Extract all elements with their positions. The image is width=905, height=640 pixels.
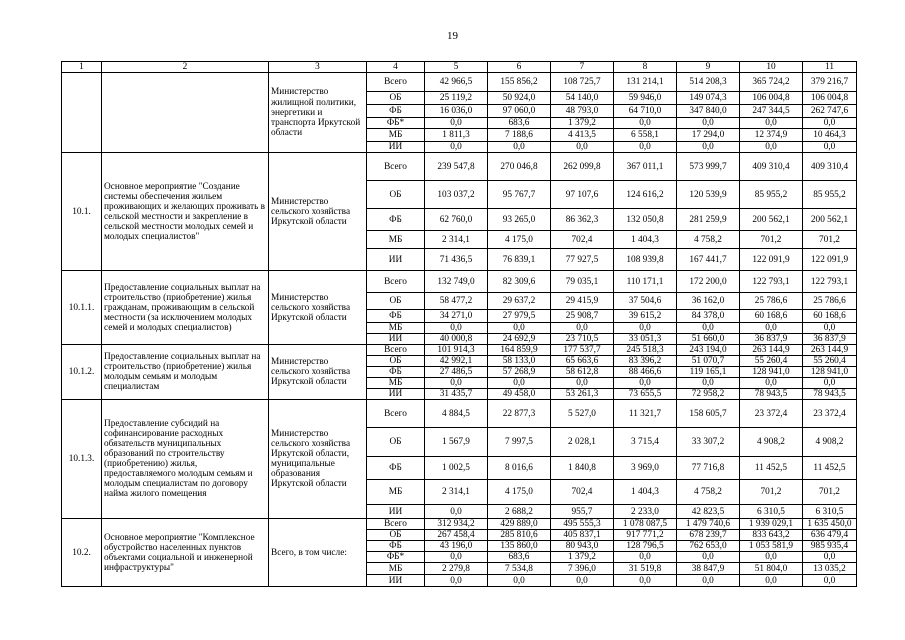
amount-cell: 379 216,7	[803, 73, 857, 92]
amount-cell: 0,0	[740, 552, 803, 563]
amount-cell: 158 605,7	[677, 400, 740, 428]
section-executor: Министерство сельского хозяйства Иркутской области	[269, 271, 367, 345]
column-header: 11	[803, 62, 857, 73]
amount-cell: 110 171,1	[614, 271, 677, 293]
amount-cell: 77 927,5	[551, 249, 614, 271]
amount-cell: 85 955,2	[803, 181, 857, 209]
amount-cell: 1 002,5	[425, 457, 488, 480]
amount-cell: 3 715,4	[614, 428, 677, 457]
amount-cell: 0,0	[803, 118, 857, 129]
table-row	[62, 345, 857, 356]
amount-cell: 84 378,0	[677, 310, 740, 323]
amount-cell: 59 946,0	[614, 92, 677, 105]
section-code: 10.1.3.	[62, 400, 102, 519]
amount-cell: 4 175,0	[488, 480, 551, 505]
amount-cell: 0,0	[425, 118, 488, 129]
amount-cell: 43 196,0	[425, 541, 488, 552]
funding-source: ФБ	[367, 541, 425, 552]
amount-cell: 702,4	[551, 231, 614, 249]
amount-cell: 0,0	[677, 575, 740, 587]
amount-cell: 31 435,7	[425, 389, 488, 400]
amount-cell: 365 724,2	[740, 73, 803, 92]
amount-cell: 88 466,6	[614, 367, 677, 378]
amount-cell: 23 372,4	[803, 400, 857, 428]
amount-cell: 0,0	[803, 378, 857, 389]
amount-cell: 7 188,6	[488, 129, 551, 142]
amount-cell: 77 716,8	[677, 457, 740, 480]
amount-cell: 37 504,6	[614, 293, 677, 310]
amount-cell: 108 939,8	[614, 249, 677, 271]
amount-cell: 0,0	[425, 575, 488, 587]
amount-cell: 347 840,0	[677, 105, 740, 118]
amount-cell: 82 309,6	[488, 271, 551, 293]
column-header: 7	[551, 62, 614, 73]
amount-cell: 985 935,4	[803, 541, 857, 552]
amount-cell: 678 239,7	[677, 530, 740, 541]
amount-cell: 0,0	[740, 378, 803, 389]
amount-cell: 2 688,2	[488, 505, 551, 519]
amount-cell: 0,0	[614, 142, 677, 153]
section-name: Основное мероприятие "Создание системы обеспечения жильем проживающих и желающих проживать в сельской местности и закрепление в сельской местности молодых семей и молодых специалистов"	[102, 153, 269, 271]
funding-source: МБ	[367, 231, 425, 249]
amount-cell: 6 558,1	[614, 129, 677, 142]
amount-cell: 36 837,9	[740, 334, 803, 345]
funding-source: Всего	[367, 345, 425, 356]
amount-cell: 103 037,2	[425, 181, 488, 209]
amount-cell: 54 140,0	[551, 92, 614, 105]
amount-cell: 29 415,9	[551, 293, 614, 310]
amount-cell: 5 527,0	[551, 400, 614, 428]
amount-cell: 0,0	[614, 552, 677, 563]
amount-cell: 2 314,1	[425, 231, 488, 249]
amount-cell: 38 847,9	[677, 563, 740, 575]
amount-cell: 312 934,2	[425, 519, 488, 530]
amount-cell: 167 441,7	[677, 249, 740, 271]
amount-cell: 34 271,0	[425, 310, 488, 323]
table-row	[62, 271, 857, 293]
amount-cell: 23 710,5	[551, 334, 614, 345]
amount-cell: 42 823,5	[677, 505, 740, 519]
amount-cell: 701,2	[740, 480, 803, 505]
funding-source: МБ	[367, 480, 425, 505]
amount-cell: 78 943,5	[803, 389, 857, 400]
section-name: Основное мероприятие "Комплексное обустройство населенных пунктов объектами социальной и инженерной инфраструктуры"	[102, 519, 269, 587]
funding-source: ОБ	[367, 293, 425, 310]
amount-cell: 263 144,9	[803, 345, 857, 356]
amount-cell: 0,0	[488, 323, 551, 334]
amount-cell: 514 208,3	[677, 73, 740, 92]
section-code: 10.1.	[62, 153, 102, 271]
amount-cell: 1 379,2	[551, 118, 614, 129]
amount-cell: 72 958,2	[677, 389, 740, 400]
amount-cell: 16 036,0	[425, 105, 488, 118]
funding-source: ИИ	[367, 505, 425, 519]
funding-source: Всего	[367, 73, 425, 92]
amount-cell: 36 162,0	[677, 293, 740, 310]
amount-cell: 405 837,1	[551, 530, 614, 541]
funding-source: МБ	[367, 563, 425, 575]
funding-source: МБ	[367, 323, 425, 334]
section-code: 10.1.2.	[62, 345, 102, 400]
amount-cell: 0,0	[425, 323, 488, 334]
amount-cell: 85 955,2	[740, 181, 803, 209]
amount-cell: 11 452,5	[740, 457, 803, 480]
amount-cell: 122 091,9	[803, 249, 857, 271]
amount-cell: 0,0	[425, 552, 488, 563]
column-header: 9	[677, 62, 740, 73]
amount-cell: 0,0	[740, 142, 803, 153]
amount-cell: 245 518,3	[614, 345, 677, 356]
funding-source: Всего	[367, 153, 425, 181]
amount-cell: 573 999,7	[677, 153, 740, 181]
funding-source: ИИ	[367, 334, 425, 345]
amount-cell: 1 053 581,9	[740, 541, 803, 552]
amount-cell: 48 793,0	[551, 105, 614, 118]
amount-cell: 701,2	[740, 231, 803, 249]
amount-cell: 95 767,7	[488, 181, 551, 209]
column-header: 3	[269, 62, 367, 73]
amount-cell: 1 078 087,5	[614, 519, 677, 530]
table-row	[62, 73, 857, 92]
amount-cell: 50 924,0	[488, 92, 551, 105]
amount-cell: 164 859,9	[488, 345, 551, 356]
amount-cell: 4 758,2	[677, 480, 740, 505]
amount-cell: 108 725,7	[551, 73, 614, 92]
amount-cell: 4 758,2	[677, 231, 740, 249]
funding-source: Всего	[367, 519, 425, 530]
amount-cell: 239 547,8	[425, 153, 488, 181]
amount-cell: 51 660,0	[677, 334, 740, 345]
amount-cell: 73 655,5	[614, 389, 677, 400]
section-name: Предоставление социальных выплат на строительство (приобретение) жилья молодым семьям и молодым специалистам	[102, 345, 269, 400]
amount-cell: 0,0	[803, 552, 857, 563]
page-number: 19	[447, 30, 458, 42]
amount-cell: 4 908,2	[803, 428, 857, 457]
funding-source: Всего	[367, 271, 425, 293]
column-header: 5	[425, 62, 488, 73]
amount-cell: 0,0	[425, 378, 488, 389]
amount-cell: 429 889,0	[488, 519, 551, 530]
funding-source: ОБ	[367, 356, 425, 367]
amount-cell: 1 379,2	[551, 552, 614, 563]
funding-source: ИИ	[367, 249, 425, 271]
amount-cell: 135 860,0	[488, 541, 551, 552]
amount-cell: 285 810,6	[488, 530, 551, 541]
amount-cell: 200 562,1	[740, 209, 803, 231]
amount-cell: 24 692,9	[488, 334, 551, 345]
amount-cell: 64 710,0	[614, 105, 677, 118]
section-code: 10.2.	[62, 519, 102, 587]
amount-cell: 0,0	[677, 552, 740, 563]
funding-source: ИИ	[367, 389, 425, 400]
amount-cell: 101 914,3	[425, 345, 488, 356]
amount-cell: 4 884,5	[425, 400, 488, 428]
amount-cell: 11 321,7	[614, 400, 677, 428]
amount-cell: 0,0	[677, 118, 740, 129]
amount-cell: 0,0	[614, 378, 677, 389]
amount-cell: 86 362,3	[551, 209, 614, 231]
amount-cell: 701,2	[803, 231, 857, 249]
amount-cell: 762 653,0	[677, 541, 740, 552]
amount-cell: 177 537,7	[551, 345, 614, 356]
section-code: 10.1.1.	[62, 271, 102, 345]
section-executor: Министерство жилищной политики, энергетики и транспорта Иркутской области	[269, 73, 367, 153]
amount-cell: 267 458,4	[425, 530, 488, 541]
column-header: 4	[367, 62, 425, 73]
amount-cell: 60 168,6	[803, 310, 857, 323]
amount-cell: 40 000,8	[425, 334, 488, 345]
amount-cell: 124 616,2	[614, 181, 677, 209]
amount-cell: 0,0	[551, 142, 614, 153]
amount-cell: 0,0	[551, 378, 614, 389]
amount-cell: 31 519,8	[614, 563, 677, 575]
amount-cell: 2 279,8	[425, 563, 488, 575]
section-name: Предоставление социальных выплат на строительство (приобретение) жилья гражданам, проживающим в сельской местности (за исключением молодых семей и молодых специалистов)	[102, 271, 269, 345]
amount-cell: 243 194,0	[677, 345, 740, 356]
amount-cell: 93 265,0	[488, 209, 551, 231]
funding-source: ФБ	[367, 105, 425, 118]
amount-cell: 1 840,8	[551, 457, 614, 480]
amount-cell: 97 107,6	[551, 181, 614, 209]
amount-cell: 0,0	[614, 575, 677, 587]
amount-cell: 0,0	[488, 378, 551, 389]
amount-cell: 33 307,2	[677, 428, 740, 457]
amount-cell: 36 837,9	[803, 334, 857, 345]
amount-cell: 495 555,3	[551, 519, 614, 530]
amount-cell: 262 747,6	[803, 105, 857, 118]
amount-cell: 128 941,0	[803, 367, 857, 378]
amount-cell: 7 396,0	[551, 563, 614, 575]
amount-cell: 25 786,6	[803, 293, 857, 310]
amount-cell: 0,0	[677, 378, 740, 389]
section-name: Предоставление субсидий на софинансирование расходных обязательств муниципальных образований по строительству (приобретению) жилья, предоставляемого молодым семьям и молодым специалистам по договору найма жилого помещения	[102, 400, 269, 519]
amount-cell: 955,7	[551, 505, 614, 519]
amount-cell: 23 372,4	[740, 400, 803, 428]
amount-cell: 51 070,7	[677, 356, 740, 367]
amount-cell: 131 214,1	[614, 73, 677, 92]
column-header: 2	[102, 62, 269, 73]
amount-cell: 29 637,2	[488, 293, 551, 310]
amount-cell: 49 458,0	[488, 389, 551, 400]
amount-cell: 0,0	[425, 142, 488, 153]
amount-cell: 13 035,2	[803, 563, 857, 575]
amount-cell: 270 046,8	[488, 153, 551, 181]
amount-cell: 155 856,2	[488, 73, 551, 92]
funding-source: МБ	[367, 378, 425, 389]
amount-cell: 281 259,9	[677, 209, 740, 231]
funding-source: ИИ	[367, 142, 425, 153]
amount-cell: 1 404,3	[614, 231, 677, 249]
amount-cell: 701,2	[803, 480, 857, 505]
amount-cell: 58 133,0	[488, 356, 551, 367]
amount-cell: 636 479,4	[803, 530, 857, 541]
amount-cell: 60 168,6	[740, 310, 803, 323]
amount-cell: 1 635 450,0	[803, 519, 857, 530]
funding-source: ФБ	[367, 367, 425, 378]
amount-cell: 0,0	[803, 575, 857, 587]
amount-cell: 122 793,1	[803, 271, 857, 293]
amount-cell: 0,0	[488, 142, 551, 153]
amount-cell: 58 477,2	[425, 293, 488, 310]
amount-cell: 76 839,1	[488, 249, 551, 271]
amount-cell: 3 969,0	[614, 457, 677, 480]
amount-cell: 39 615,2	[614, 310, 677, 323]
amount-cell: 149 074,3	[677, 92, 740, 105]
amount-cell: 25 908,7	[551, 310, 614, 323]
table-row	[62, 519, 857, 530]
amount-cell: 683,6	[488, 118, 551, 129]
amount-cell: 1 939 029,1	[740, 519, 803, 530]
amount-cell: 172 200,0	[677, 271, 740, 293]
funding-source: ОБ	[367, 181, 425, 209]
amount-cell: 27 979,5	[488, 310, 551, 323]
amount-cell: 262 099,8	[551, 153, 614, 181]
amount-cell: 409 310,4	[740, 153, 803, 181]
amount-cell: 27 486,5	[425, 367, 488, 378]
section-executor: Министерство сельского хозяйства Иркутской области, муниципальные образования Иркутской области	[269, 400, 367, 519]
amount-cell: 120 539,9	[677, 181, 740, 209]
amount-cell: 1 479 740,6	[677, 519, 740, 530]
amount-cell: 122 793,1	[740, 271, 803, 293]
amount-cell: 0,0	[425, 505, 488, 519]
funding-source: ОБ	[367, 428, 425, 457]
amount-cell: 25 786,6	[740, 293, 803, 310]
amount-cell: 132 749,0	[425, 271, 488, 293]
amount-cell: 0,0	[677, 142, 740, 153]
funding-source: ФБ*	[367, 118, 425, 129]
amount-cell: 119 165,1	[677, 367, 740, 378]
column-header: 6	[488, 62, 551, 73]
funding-source: ФБ	[367, 457, 425, 480]
amount-cell: 2 314,1	[425, 480, 488, 505]
funding-source: ИИ	[367, 575, 425, 587]
amount-cell: 0,0	[803, 142, 857, 153]
column-header: 8	[614, 62, 677, 73]
amount-cell: 83 396,2	[614, 356, 677, 367]
amount-cell: 55 260,4	[740, 356, 803, 367]
amount-cell: 0,0	[740, 118, 803, 129]
amount-cell: 0,0	[614, 323, 677, 334]
amount-cell: 702,4	[551, 480, 614, 505]
amount-cell: 71 436,5	[425, 249, 488, 271]
amount-cell: 4 175,0	[488, 231, 551, 249]
amount-cell: 409 310,4	[803, 153, 857, 181]
table-row	[62, 153, 857, 181]
amount-cell: 4 908,2	[740, 428, 803, 457]
amount-cell: 17 294,0	[677, 129, 740, 142]
amount-cell: 65 663,6	[551, 356, 614, 367]
amount-cell: 4 413,5	[551, 129, 614, 142]
amount-cell: 106 004,8	[740, 92, 803, 105]
column-header: 10	[740, 62, 803, 73]
amount-cell: 7 997,5	[488, 428, 551, 457]
amount-cell: 10 464,3	[803, 129, 857, 142]
section-code	[62, 73, 102, 153]
section-name	[102, 73, 269, 153]
amount-cell: 97 060,0	[488, 105, 551, 118]
amount-cell: 55 260,4	[803, 356, 857, 367]
amount-cell: 11 452,5	[803, 457, 857, 480]
amount-cell: 62 760,0	[425, 209, 488, 231]
amount-cell: 53 261,3	[551, 389, 614, 400]
amount-cell: 7 534,8	[488, 563, 551, 575]
section-executor: Министерство сельского хозяйства Иркутской области	[269, 345, 367, 400]
amount-cell: 2 233,0	[614, 505, 677, 519]
amount-cell: 79 035,1	[551, 271, 614, 293]
amount-cell: 0,0	[488, 575, 551, 587]
funding-source: МБ	[367, 129, 425, 142]
amount-cell: 0,0	[677, 323, 740, 334]
amount-cell: 1 567,9	[425, 428, 488, 457]
amount-cell: 42 992,1	[425, 356, 488, 367]
funding-source: Всего	[367, 400, 425, 428]
funding-source: ФБ*	[367, 552, 425, 563]
amount-cell: 1 404,3	[614, 480, 677, 505]
amount-cell: 263 144,9	[740, 345, 803, 356]
amount-cell: 917 771,2	[614, 530, 677, 541]
amount-cell: 78 943,5	[740, 389, 803, 400]
funding-source: ФБ	[367, 209, 425, 231]
amount-cell: 0,0	[551, 575, 614, 587]
amount-cell: 128 941,0	[740, 367, 803, 378]
header-row	[62, 62, 857, 73]
amount-cell: 57 268,9	[488, 367, 551, 378]
table-row	[62, 400, 857, 428]
amount-cell: 0,0	[551, 323, 614, 334]
amount-cell: 25 119,2	[425, 92, 488, 105]
amount-cell: 0,0	[803, 323, 857, 334]
amount-cell: 80 943,0	[551, 541, 614, 552]
funding-source: ОБ	[367, 92, 425, 105]
amount-cell: 51 804,0	[740, 563, 803, 575]
amount-cell: 122 091,9	[740, 249, 803, 271]
amount-cell: 33 051,3	[614, 334, 677, 345]
funding-source: ФБ	[367, 310, 425, 323]
amount-cell: 128 796,5	[614, 541, 677, 552]
amount-cell: 0,0	[740, 323, 803, 334]
amount-cell: 833 643,2	[740, 530, 803, 541]
section-executor: Министерство сельского хозяйства Иркутской области	[269, 153, 367, 271]
amount-cell: 367 011,1	[614, 153, 677, 181]
amount-cell: 42 966,5	[425, 73, 488, 92]
amount-cell: 1 811,3	[425, 129, 488, 142]
amount-cell: 58 612,8	[551, 367, 614, 378]
amount-cell: 6 310,5	[803, 505, 857, 519]
amount-cell: 8 016,6	[488, 457, 551, 480]
amount-cell: 0,0	[740, 575, 803, 587]
amount-cell: 247 344,5	[740, 105, 803, 118]
amount-cell: 12 374,9	[740, 129, 803, 142]
funding-table	[61, 61, 857, 587]
amount-cell: 6 310,5	[740, 505, 803, 519]
amount-cell: 683,6	[488, 552, 551, 563]
amount-cell: 200 562,1	[803, 209, 857, 231]
amount-cell: 0,0	[614, 118, 677, 129]
amount-cell: 132 050,8	[614, 209, 677, 231]
amount-cell: 106 004,8	[803, 92, 857, 105]
funding-source: ОБ	[367, 530, 425, 541]
amount-cell: 2 028,1	[551, 428, 614, 457]
column-header: 1	[62, 62, 102, 73]
section-executor: Всего, в том числе:	[269, 519, 367, 587]
amount-cell: 22 877,3	[488, 400, 551, 428]
